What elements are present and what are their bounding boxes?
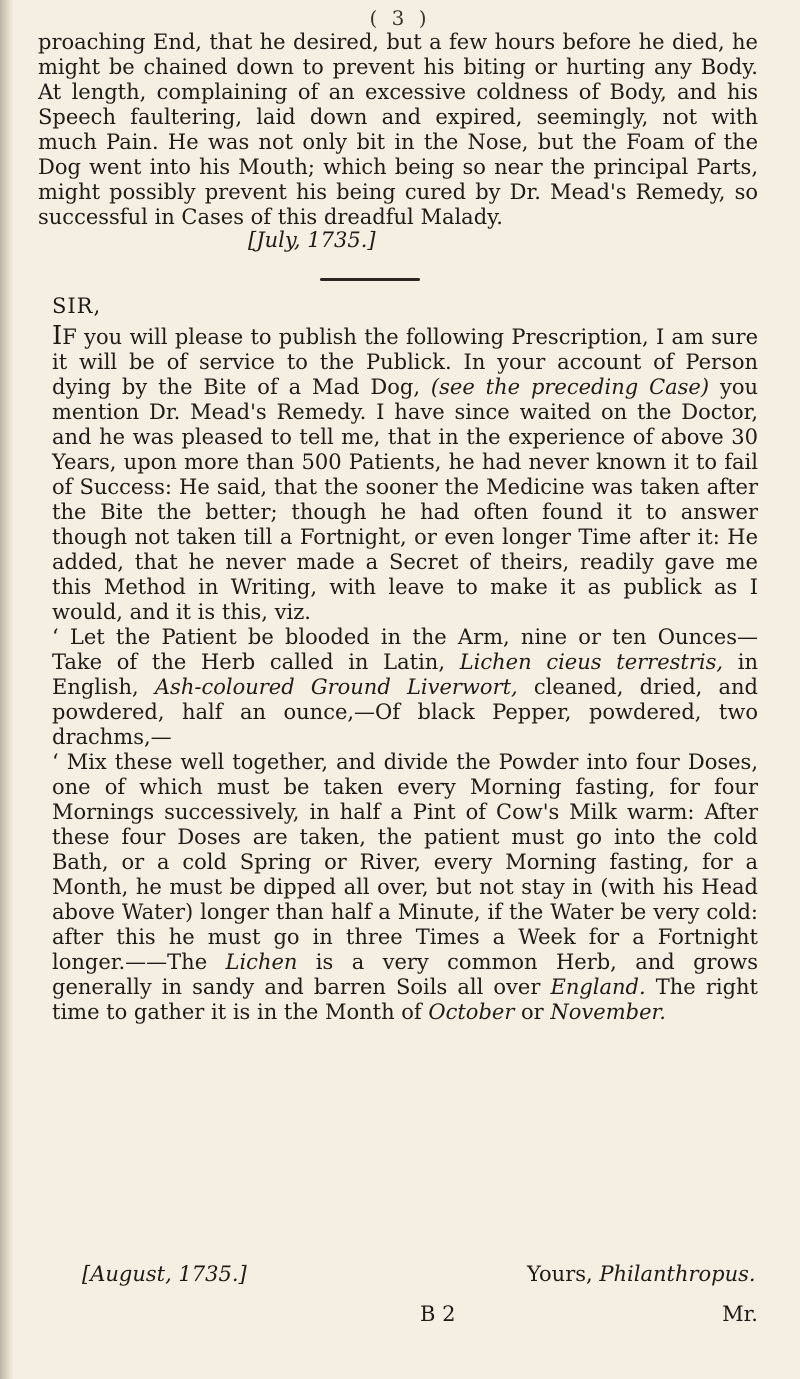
recipe-text: or — [514, 1000, 551, 1024]
recipe-step-one — [52, 625, 758, 750]
month-name: October — [428, 1000, 515, 1024]
page-number: ( 3 ) — [369, 6, 431, 30]
salutation: SIR, — [52, 294, 102, 318]
letter-opening — [52, 321, 758, 625]
recipe-text: in English, — [52, 650, 758, 699]
section-divider — [320, 278, 420, 281]
closing — [527, 1262, 756, 1286]
catchword: Mr. — [722, 1302, 758, 1326]
recipe-text: The right time to gather it is in the Month of — [52, 975, 758, 1024]
recipe-step-two — [52, 750, 758, 1025]
drop-cap: I — [52, 321, 63, 351]
recipe-text: ‘ Mix these well together, and divide the Powder into four Doses, one of which must be taken every Morning fasting, for four Mornings successively, in half a Pint of Cow's Milk warm: After these four Doses are taken, the patient must go into the cold Bath, or a cold Spring or River, every Morning fasting, for a Month, he must be dipped all over, but not stay in (with his Head above Water) longer than half a Minute, if the Water be very cold: after this he must go in three Times a Week for a Fortnight longer.——The — [52, 750, 758, 974]
case-date: [July, 1735.] — [248, 228, 376, 252]
recipe-text: cleaned, dried, and powdered, half an ounce,—Of black Pepper, powdered, two drachms,— — [52, 675, 758, 749]
letter-date: [August, 1735.] — [82, 1262, 247, 1286]
month-name: November. — [550, 1000, 666, 1024]
letter-aside: (see the preceding Case) — [430, 375, 710, 399]
letter-opening-text: F you will please to publish the following Prescription, I am sure it will be of service to the Publick. In your account of Person dying by the Bite of a Mad Dog, — [52, 325, 758, 399]
recipe-text: ‘ Let the Patient be blooded in the Arm, nine or ten Ounces— Take of the Herb called in Latin, — [52, 625, 758, 674]
signer-name: Philanthropus. — [599, 1262, 756, 1286]
signature-mark: B 2 — [420, 1302, 456, 1326]
place-name: England. — [550, 975, 646, 999]
case-conclusion-paragraph: proaching End, that he desired, but a few hours before he died, he might be chained down to prevent his biting or hurting any Body. At length, complaining of an excessive coldness of Body, and his Speech faultering, laid down and expired, seemingly, not with much Pain. He was not only bit in the Nose, but the Foam of the Dog went into his Mouth; which being so near the principal Parts, might possibly prevent his being cured by Dr. Mead's Remedy, so successful in Cases of this dreadful Malady. — [38, 30, 758, 229]
closing-text: Yours, — [527, 1262, 600, 1286]
binding-gutter — [0, 0, 14, 1379]
herb-name: Lichen — [225, 950, 298, 974]
english-name: Ash-coloured Ground Liverwort, — [154, 675, 518, 699]
letter-opening-cont: you mention Dr. Mead's Remedy. I have since waited on the Doctor, and he was pleased to tell me, that in the experience of above 30 Years, upon more than 500 Patients, he had never known it to fail of Success: He said, that the sooner the Medicine was taken after the Bite the better; though he had often found it to answer though not taken till a Fortnight, or even longer Time after it: He added, that he never made a Secret of theirs, readily gave me this Method in Writing, with leave to make it as publick as I would, and it is this, viz. — [52, 375, 758, 624]
letter-body — [52, 321, 758, 1025]
latin-name: Lichen cieus terrestris, — [459, 650, 724, 674]
recipe-text: is a very common Herb, and grows generally in sandy and barren Soils all over — [52, 950, 758, 999]
